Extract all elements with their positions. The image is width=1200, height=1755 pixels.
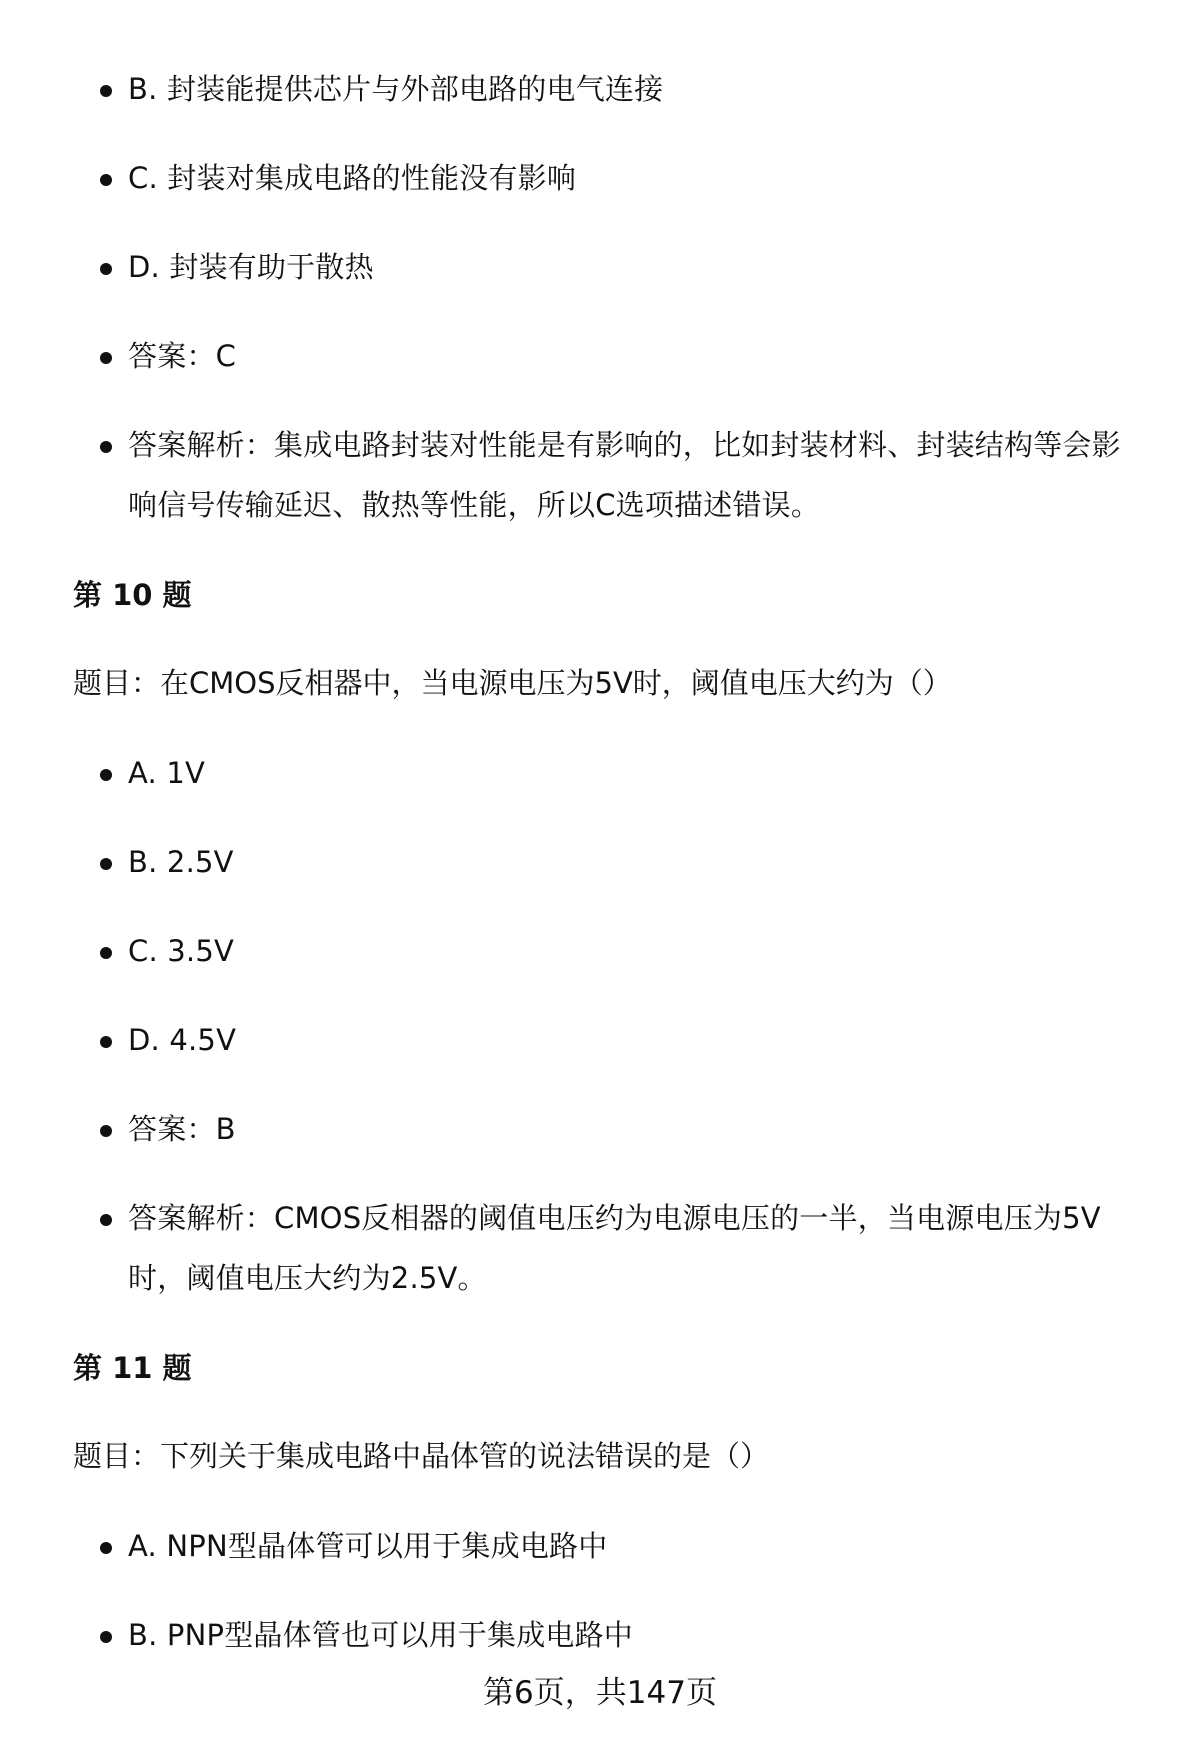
question-11-heading: 第 11 题	[73, 1351, 192, 1385]
question-10-heading: 第 10 题	[73, 578, 192, 612]
option-b: B. PNP型晶体管也可以用于集成电路中	[128, 1605, 1148, 1665]
option-a: A. 1V	[128, 743, 1148, 803]
option-c: C. 封装对集成电路的性能没有影响	[128, 148, 1148, 208]
answer: 答案：C	[128, 326, 1148, 386]
option-b: B. 2.5V	[128, 832, 1148, 892]
answer-explanation: 答案解析：CMOS反相器的阈值电压约为电源电压的一半，当电源电压为5V时，阈值电压大约为2.5V。	[128, 1188, 1148, 1308]
page-number-footer: 第6页，共147页	[483, 1675, 717, 1711]
option-c: C. 3.5V	[128, 921, 1148, 981]
question-10-stem: 题目：在CMOS反相器中，当电源电压为5V时，阈值电压大约为（）	[73, 666, 952, 700]
question-11-stem: 题目：下列关于集成电路中晶体管的说法错误的是（）	[73, 1439, 770, 1473]
option-d: D. 封装有助于散热	[128, 237, 1148, 297]
answer-explanation: 答案解析：集成电路封装对性能是有影响的，比如封装材料、封装结构等会影响信号传输延迟、散热等性能，所以C选项描述错误。	[128, 415, 1148, 535]
option-b: B. 封装能提供芯片与外部电路的电气连接	[128, 59, 1148, 119]
answer: 答案：B	[128, 1099, 1148, 1159]
option-d: D. 4.5V	[128, 1010, 1148, 1070]
option-a: A. NPN型晶体管可以用于集成电路中	[128, 1516, 1148, 1576]
